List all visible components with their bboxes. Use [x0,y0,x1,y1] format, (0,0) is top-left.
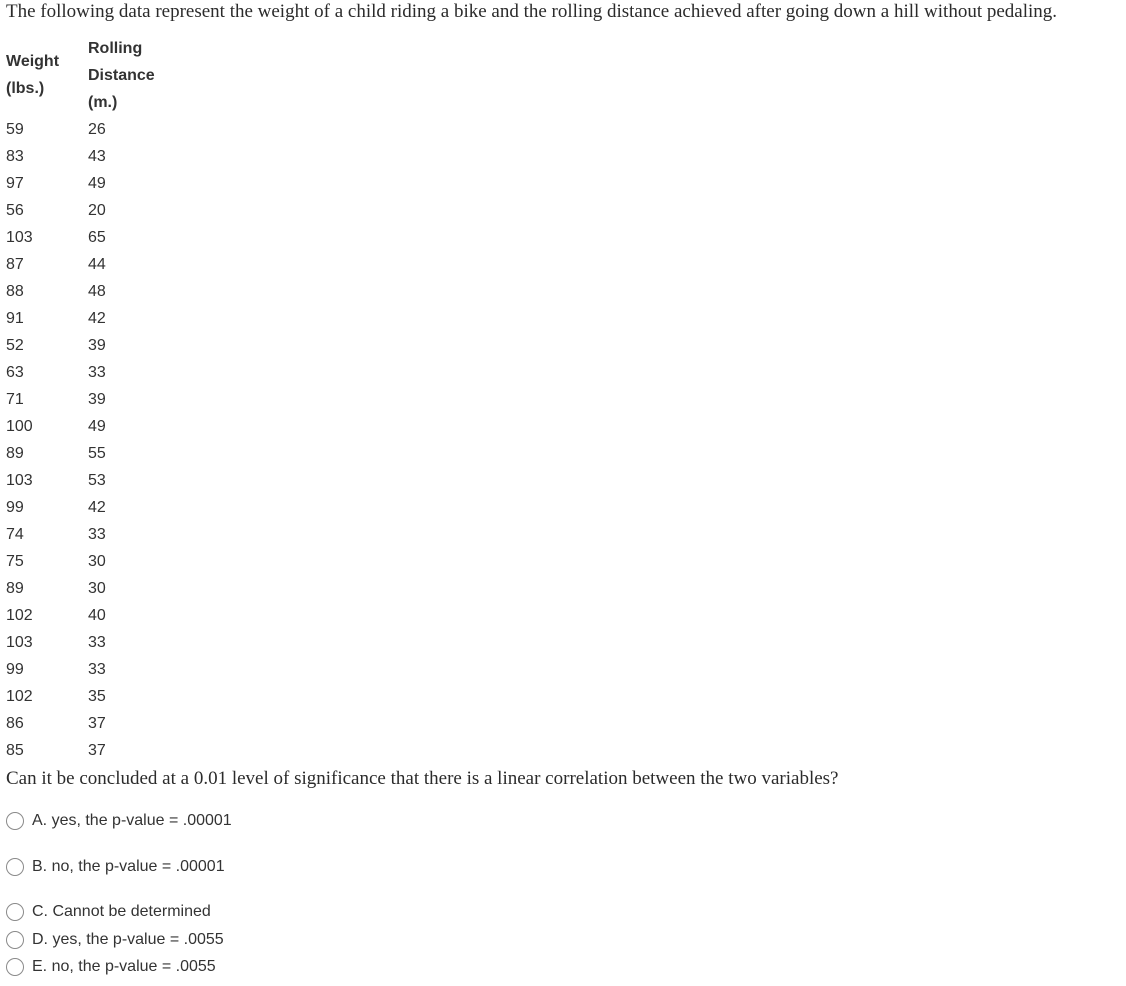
table-row [0,440,178,467]
weight-cell: 87 [6,256,24,273]
table-row [0,278,178,305]
table-row [0,575,178,602]
option-label: D. yes, the p-value = .0055 [32,931,224,948]
table-row [0,710,178,737]
table-row [0,521,178,548]
table-row [0,656,178,683]
header-weight-line: Weight [6,53,60,70]
radio-circle-icon[interactable] [6,858,24,876]
distance-cell: 33 [88,364,106,381]
distance-cell: 37 [88,742,106,759]
weight-cell: 99 [6,661,24,678]
weight-cell: 85 [6,742,24,759]
distance-cell: 65 [88,229,106,246]
distance-cell: 33 [88,661,106,678]
distance-cell: 49 [88,418,106,435]
option-label: A. yes, the p-value = .00001 [32,812,232,829]
distance-cell: 37 [88,715,106,732]
distance-cell: 33 [88,634,106,651]
table-row [0,413,178,440]
distance-cell: 30 [88,580,106,597]
option-label: B. no, the p-value = .00001 [32,858,225,875]
distance-cell: 44 [88,256,106,273]
radio-circle-icon[interactable] [6,903,24,921]
data-table [0,35,178,764]
weight-cell: 97 [6,175,24,192]
table-row [0,116,178,143]
weight-cell: 102 [6,607,33,624]
table-row [0,683,178,710]
weight-cell: 91 [6,310,24,327]
header-distance [88,35,178,116]
table-row [0,332,178,359]
table-row [0,359,178,386]
radio-circle-icon[interactable] [6,931,24,949]
header-distance-line: Distance [88,67,155,84]
weight-cell: 103 [6,229,33,246]
option-label: E. no, the p-value = .0055 [32,958,216,975]
header-distance-line: (m.) [88,94,118,111]
weight-cell: 52 [6,337,24,354]
weight-cell: 88 [6,283,24,300]
weight-cell: 103 [6,472,33,489]
distance-cell: 33 [88,526,106,543]
weight-cell: 89 [6,580,24,597]
weight-cell: 86 [6,715,24,732]
weight-cell: 56 [6,202,24,219]
weight-cell: 100 [6,418,33,435]
weight-cell: 102 [6,688,33,705]
option-a[interactable] [6,810,232,832]
table-row [0,143,178,170]
table-row [0,251,178,278]
distance-cell: 48 [88,283,106,300]
intro-text: The following data represent the weight of a child riding a bike and the rolling distance achieved after going down a hill without pedaling. [6,1,1058,22]
header-distance-line: Rolling [88,40,143,57]
option-label: C. Cannot be determined [32,903,211,920]
distance-cell: 55 [88,445,106,462]
distance-cell: 42 [88,310,106,327]
distance-cell: 53 [88,472,106,489]
distance-cell: 40 [88,607,106,624]
distance-cell: 30 [88,553,106,570]
header-weight-line: (lbs.) [6,80,45,97]
table-body [0,116,178,764]
weight-cell: 99 [6,499,24,516]
table-row [0,224,178,251]
table-row [0,494,178,521]
option-b[interactable] [6,856,225,878]
table-row [0,305,178,332]
distance-cell: 20 [88,202,106,219]
option-d[interactable] [6,929,224,951]
table-row [0,170,178,197]
weight-cell: 83 [6,148,24,165]
table-row [0,467,178,494]
table-row [0,548,178,575]
table-row [0,602,178,629]
table-row [0,197,178,224]
distance-cell: 42 [88,499,106,516]
distance-cell: 26 [88,121,106,138]
weight-cell: 89 [6,445,24,462]
table-header-row [0,35,178,116]
distance-cell: 49 [88,175,106,192]
option-e[interactable] [6,956,216,978]
distance-cell: 39 [88,337,106,354]
weight-cell: 103 [6,634,33,651]
option-c[interactable] [6,901,211,923]
weight-cell: 71 [6,391,24,408]
weight-cell: 59 [6,121,24,138]
table-row [0,629,178,656]
weight-cell: 63 [6,364,24,381]
table-row [0,386,178,413]
weight-cell: 74 [6,526,24,543]
radio-circle-icon[interactable] [6,812,24,830]
question-text: Can it be concluded at a 0.01 level of significance that there is a linear correlation between the two variables? [6,768,839,789]
radio-circle-icon[interactable] [6,958,24,976]
weight-cell: 75 [6,553,24,570]
header-weight [0,35,88,116]
table-row [0,737,178,764]
distance-cell: 35 [88,688,106,705]
distance-cell: 39 [88,391,106,408]
distance-cell: 43 [88,148,106,165]
